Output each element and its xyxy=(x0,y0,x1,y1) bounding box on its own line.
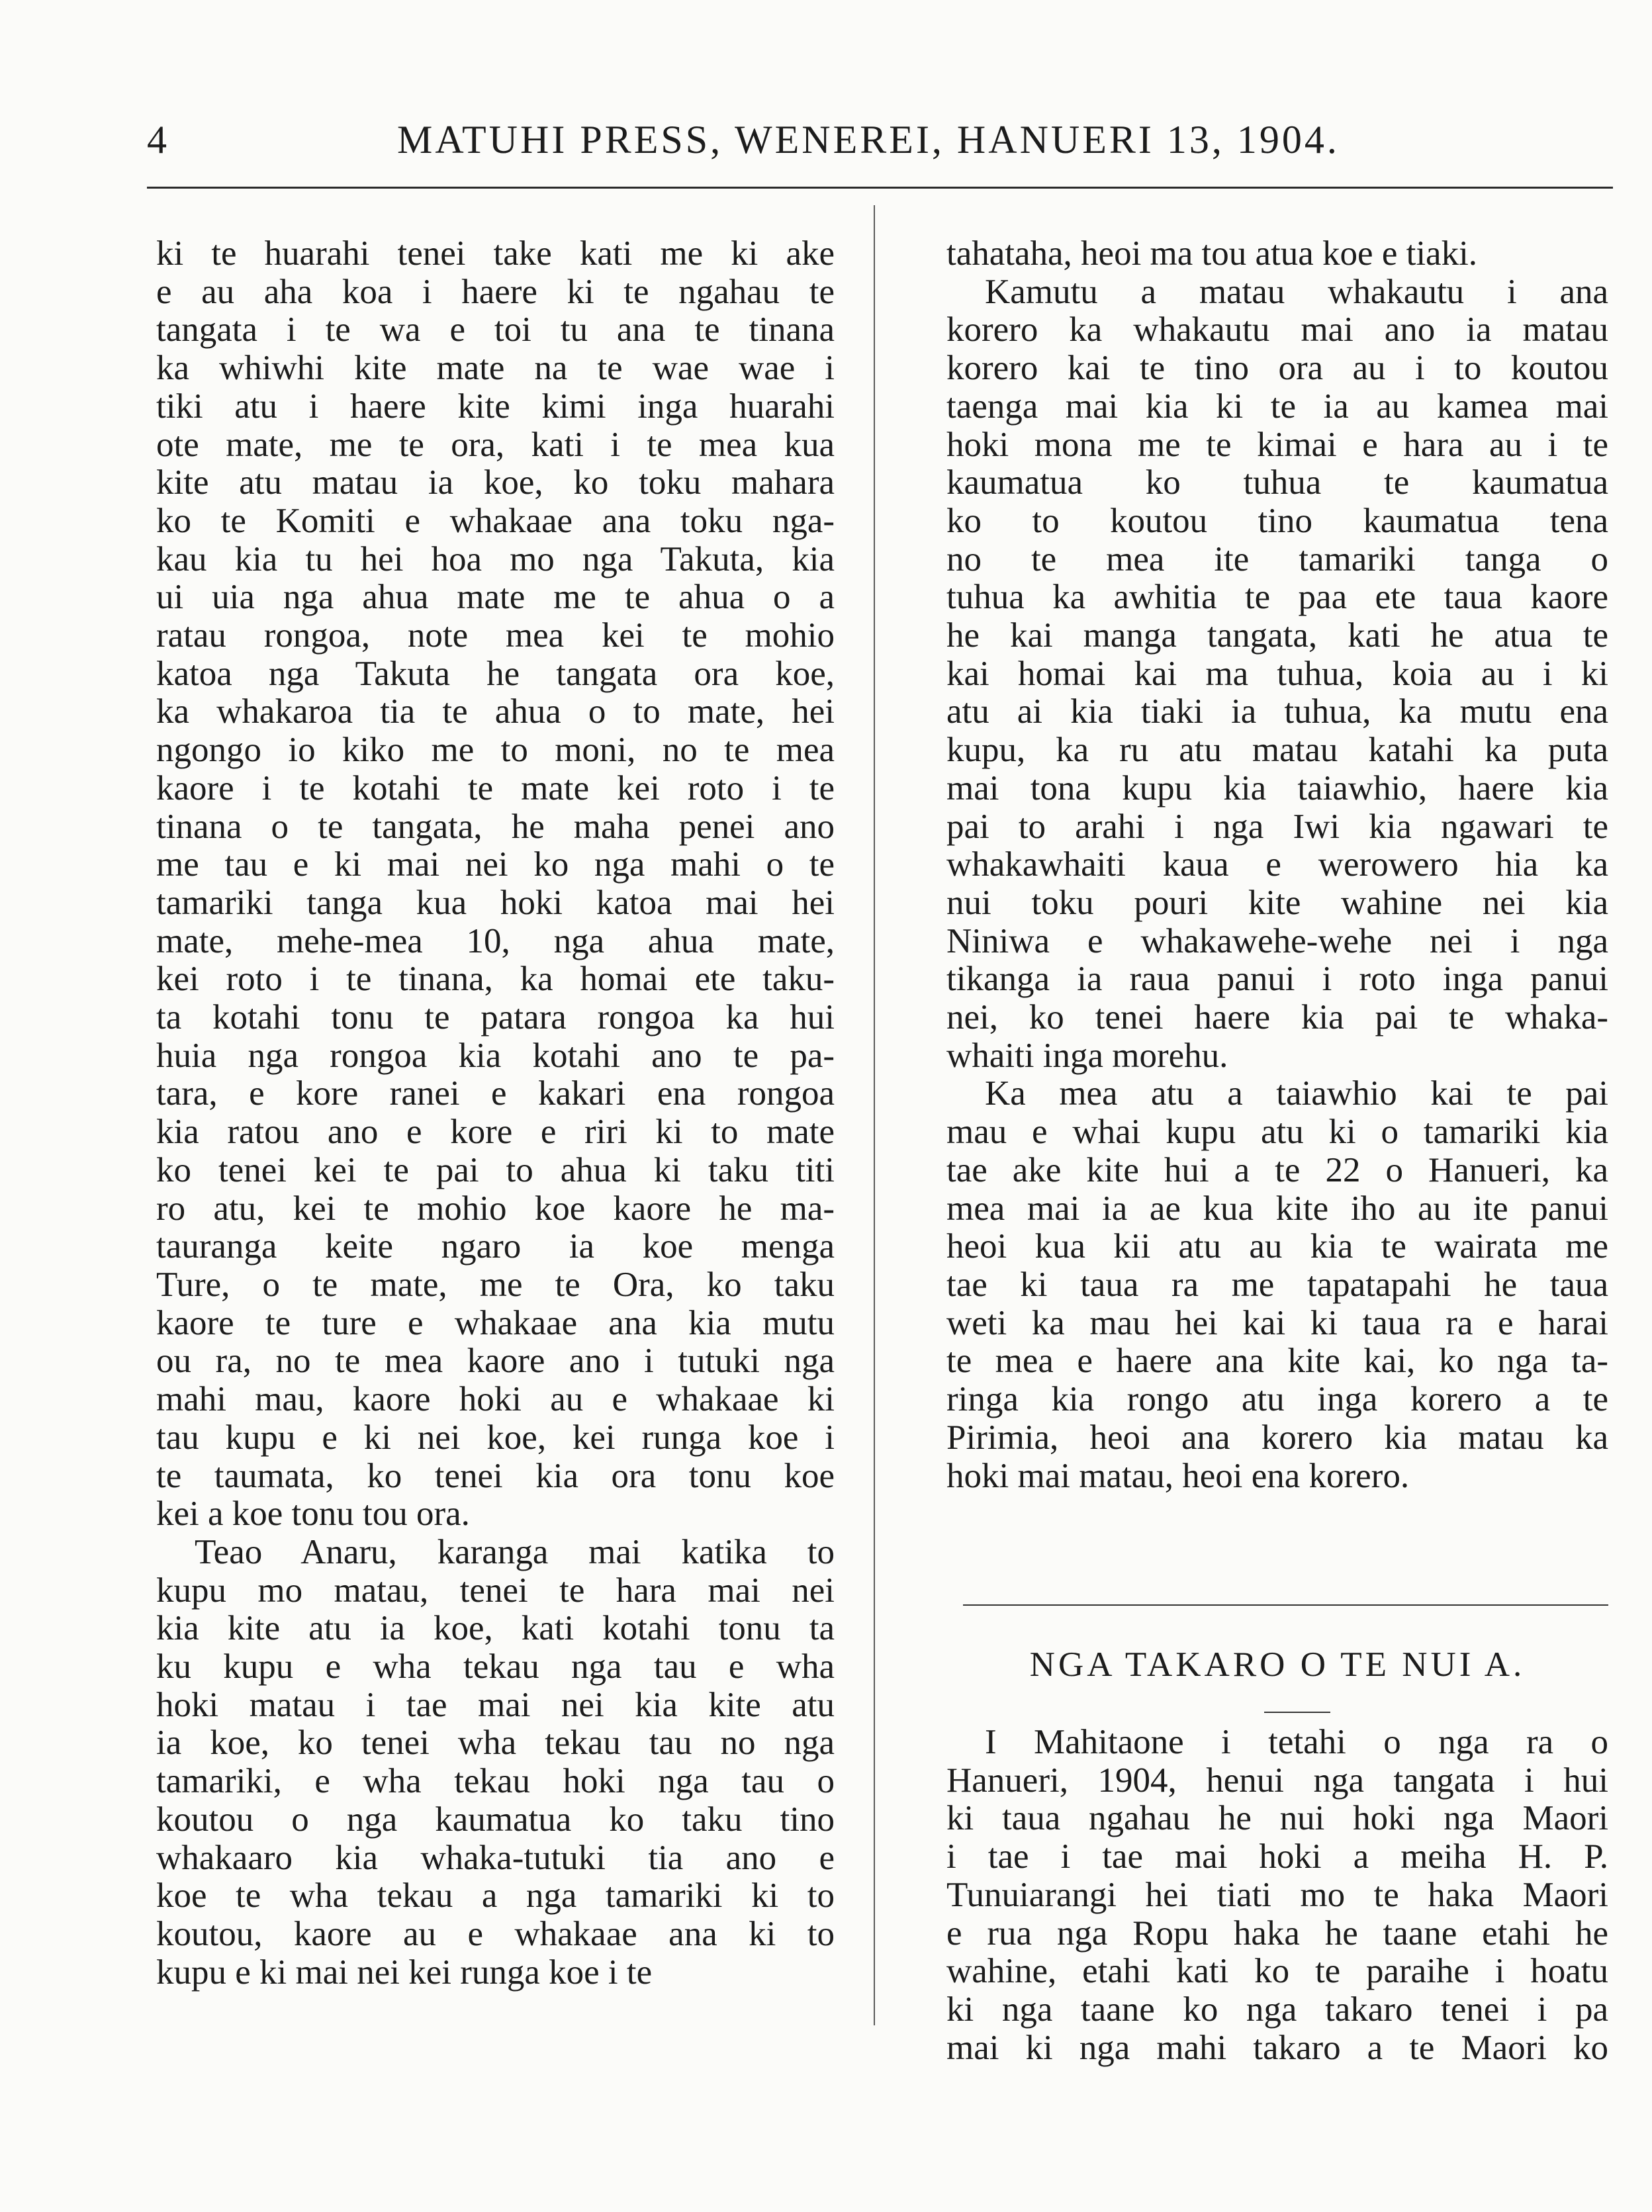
text-line: ka whiwhi kite mate na te wae wae i xyxy=(156,349,835,388)
right-column xyxy=(946,235,1608,1495)
text-line: ka whakaroa tia te ahua o to mate, hei xyxy=(156,693,835,731)
text-line: i tae i tae mai hoki a meiha H. P. xyxy=(946,1838,1608,1876)
text-line: ote mate, me te ora, kati i te mea kua xyxy=(156,426,835,464)
text-line: ia koe, ko tenei wha tekau tau no nga xyxy=(156,1724,835,1763)
text-line: kaumatua ko tuhua te kaumatua xyxy=(946,464,1608,502)
left-column xyxy=(156,235,835,1992)
text-line: mai tona kupu kia taiawhio, haere kia xyxy=(946,769,1608,807)
text-line: heoi kua kii atu au kia te wairata me xyxy=(946,1228,1608,1266)
text-line: tau kupu e ki nei koe, kei runga koe i xyxy=(156,1418,835,1457)
text-line: ringa kia rongo atu inga korero a te xyxy=(946,1381,1608,1419)
text-line: tahataha, heoi ma tou atua koe e tiaki. xyxy=(946,235,1478,273)
text-line: kai homai kai ma tuhua, koia au i ki xyxy=(946,655,1608,693)
heading-rule xyxy=(1264,1712,1330,1713)
text-line: huia nga rongoa kia kotahi ano te pa- xyxy=(156,1037,835,1075)
text-line: e au aha koa i haere ki te ngahau te xyxy=(156,273,835,311)
text-line: whakaaro kia whaka-tutuki tia ano e xyxy=(156,1839,835,1877)
section-heading: NGA TAKARO O TE NUI A. xyxy=(1029,1645,1526,1684)
text-line: atu ai kia tiaki ia tuhua, ka mutu ena xyxy=(946,693,1608,731)
text-line: Ture, o te mate, me te Ora, ko taku xyxy=(156,1266,835,1304)
text-line: ko tenei kei te pai to ahua ki taku titi xyxy=(156,1151,835,1189)
text-line: hoki mai matau, heoi ena korero. xyxy=(946,1457,1410,1495)
text-line: ui uia nga ahua mate me te ahua o a xyxy=(156,578,835,617)
text-line: kupu e ki mai nei kei runga koe i te xyxy=(156,1953,653,1992)
text-line: ou ra, no te mea kaore ano i tutuki nga xyxy=(156,1342,835,1381)
text-line: Ka mea atu a taiawhio kai te pai xyxy=(985,1075,1608,1113)
column-divider xyxy=(874,205,875,2025)
text-line: me tau e ki mai nei ko nga mahi o te xyxy=(156,846,835,884)
text-line: tara, e kore ranei e kakari ena rongoa xyxy=(156,1075,835,1113)
text-line: ko to koutou tino kaumatua tena xyxy=(946,502,1608,540)
text-line: kaore te ture e whakaae ana kia mutu xyxy=(156,1304,835,1342)
running-head: MATUHI PRESS, WENEREI, HANUERI 13, 1904. xyxy=(397,118,1340,161)
section-rule xyxy=(963,1604,1608,1606)
text-line: katoa nga Takuta he tangata ora koe, xyxy=(156,655,835,693)
text-line: te mea e haere ana kite kai, ko nga ta- xyxy=(946,1342,1608,1381)
text-line: kei a koe tonu tou ora. xyxy=(156,1495,470,1534)
text-line: kia kite atu ia koe, kati kotahi tonu ta xyxy=(156,1610,835,1648)
text-line: ko te Komiti e whakaae ana toku nga- xyxy=(156,502,835,540)
text-line: tae ake kite hui a te 22 o Hanueri, ka xyxy=(946,1151,1608,1189)
text-line: nui toku pouri kite wahine nei kia xyxy=(946,884,1608,922)
text-line: mea mai ia ae kua kite iho au ite panui xyxy=(946,1189,1608,1228)
text-line: Niniwa e whakawehe-wehe nei i nga xyxy=(946,922,1608,960)
text-line: tamariki tanga kua hoki katoa mai hei xyxy=(156,884,835,922)
text-line: Tunuiarangi hei tiati mo te haka Maori xyxy=(946,1876,1608,1914)
text-line: nei, ko tenei haere kia pai te whaka- xyxy=(946,999,1608,1037)
text-line: whaiti inga morehu. xyxy=(946,1037,1228,1075)
text-line: whakawhaiti kaua e werowero hia ka xyxy=(946,846,1608,884)
text-line: ki taua ngahau he nui hoki nga Maori xyxy=(946,1800,1608,1838)
text-line: ro atu, kei te mohio koe kaore he ma- xyxy=(156,1189,835,1228)
text-line: taenga mai kia ki te ia au kamea mai xyxy=(946,387,1608,426)
text-line: ngongo io kiko me to moni, no te mea xyxy=(156,731,835,770)
text-line: kaore i te kotahi te mate kei roto i te xyxy=(156,769,835,807)
text-line: te taumata, ko tenei kia ora tonu koe xyxy=(156,1457,835,1495)
text-line: kia ratou ano e kore e riri ki to mate xyxy=(156,1113,835,1152)
page-number: 4 xyxy=(147,118,167,161)
text-line: Kamutu a matau whakautu i ana xyxy=(985,273,1608,311)
text-line: kite atu matau ia koe, ko toku mahara xyxy=(156,464,835,502)
text-line: mai ki nga mahi takaro a te Maori ko xyxy=(946,2029,1608,2067)
text-line: ki te huarahi tenei take kati me ki ake xyxy=(156,235,835,273)
text-line: I Mahitaone i tetahi o nga ra o xyxy=(985,1724,1608,1761)
text-line: kupu mo matau, tenei te hara mai nei xyxy=(156,1571,835,1610)
text-line: mate, mehe-mea 10, nga ahua mate, xyxy=(156,922,835,960)
text-line: Hanueri, 1904, henui nga tangata i hui xyxy=(946,1761,1608,1800)
text-line: ki nga taane ko nga takaro tenei i pa xyxy=(946,1990,1608,2029)
text-line: kei roto i te tinana, ka homai ete taku- xyxy=(156,960,835,999)
text-line: tiki atu i haere kite kimi inga huarahi xyxy=(156,387,835,426)
text-line: ta kotahi tonu te patara rongoa ka hui xyxy=(156,999,835,1037)
text-line: tinana o te tangata, he maha penei ano xyxy=(156,807,835,846)
text-line: pai to arahi i nga Iwi kia ngawari te xyxy=(946,807,1608,846)
text-line: koutou o nga kaumatua ko taku tino xyxy=(156,1800,835,1839)
header-rule xyxy=(147,187,1613,189)
section-body xyxy=(946,1724,1608,2067)
text-line: ratau rongoa, note mea kei te mohio xyxy=(156,617,835,655)
text-line: mahi mau, kaore hoki au e whakaae ki xyxy=(156,1381,835,1419)
text-line: kau kia tu hei hoa mo nga Takuta, kia xyxy=(156,540,835,578)
text-line: tangata i te wa e toi tu ana te tinana xyxy=(156,311,835,349)
text-line: tikanga ia raua panui i roto inga panui xyxy=(946,960,1608,999)
text-line: wahine, etahi kati ko te paraihe i hoatu xyxy=(946,1953,1608,1991)
text-line: tamariki, e wha tekau hoki nga tau o xyxy=(156,1763,835,1801)
text-line: Pirimia, heoi ana korero kia matau ka xyxy=(946,1418,1608,1457)
text-line: e rua nga Ropu haka he taane etahi he xyxy=(946,1914,1608,1953)
text-line: koe te wha tekau a nga tamariki ki to xyxy=(156,1877,835,1915)
text-line: kupu, ka ru atu matau katahi ka puta xyxy=(946,731,1608,770)
text-line: mau e whai kupu atu ki o tamariki kia xyxy=(946,1113,1608,1152)
text-line: tae ki taua ra me tapatapahi he taua xyxy=(946,1266,1608,1304)
text-line: korero kai te tino ora au i to koutou xyxy=(946,349,1608,388)
text-line: hoki matau i tae mai nei kia kite atu xyxy=(156,1686,835,1724)
text-line: no te mea ite tamariki tanga o xyxy=(946,540,1608,578)
text-line: tuhua ka awhitia te paa ete taua kaore xyxy=(946,578,1608,617)
page-header xyxy=(132,116,1622,176)
text-line: hoki mona me te kimai e hara au i te xyxy=(946,426,1608,464)
text-line: ku kupu e wha tekau nga tau e wha xyxy=(156,1648,835,1686)
text-line: weti ka mau hei kai ki taua ra e harai xyxy=(946,1304,1608,1342)
text-line: tauranga keite ngaro ia koe menga xyxy=(156,1228,835,1266)
text-line: Teao Anaru, karanga mai katika to xyxy=(195,1533,835,1571)
text-line: koutou, kaore au e whakaae ana ki to xyxy=(156,1915,835,1953)
text-line: he kai manga tangata, kati he atua te xyxy=(946,617,1608,655)
text-line: korero ka whakautu mai ano ia matau xyxy=(946,311,1608,349)
